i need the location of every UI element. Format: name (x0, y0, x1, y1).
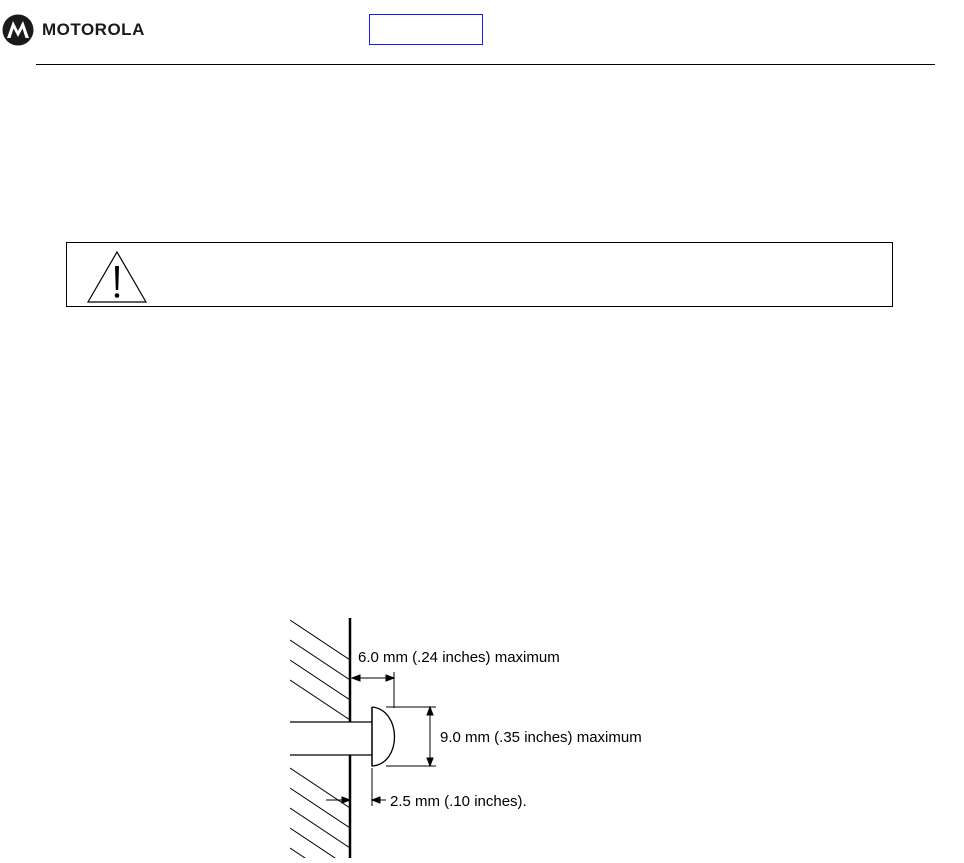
head-diameter-label: 9.0 mm (.35 inches) maximum (440, 729, 642, 746)
warning-triangle-icon (86, 250, 148, 304)
screw-head (372, 707, 395, 766)
brand-name: MOTOROLA (42, 20, 145, 39)
shaft-label: 2.5 mm (.10 inches). (390, 793, 527, 810)
header-divider (36, 64, 935, 65)
motorola-batwing-logo-icon (2, 14, 34, 46)
motorola-logo (2, 14, 145, 46)
nav-link-box[interactable] (369, 14, 483, 45)
caution-notice (66, 242, 893, 307)
screw-shaft (290, 722, 372, 755)
screw-dimension-diagram (290, 618, 690, 858)
depth-label: 6.0 mm (.24 inches) maximum (358, 649, 560, 666)
